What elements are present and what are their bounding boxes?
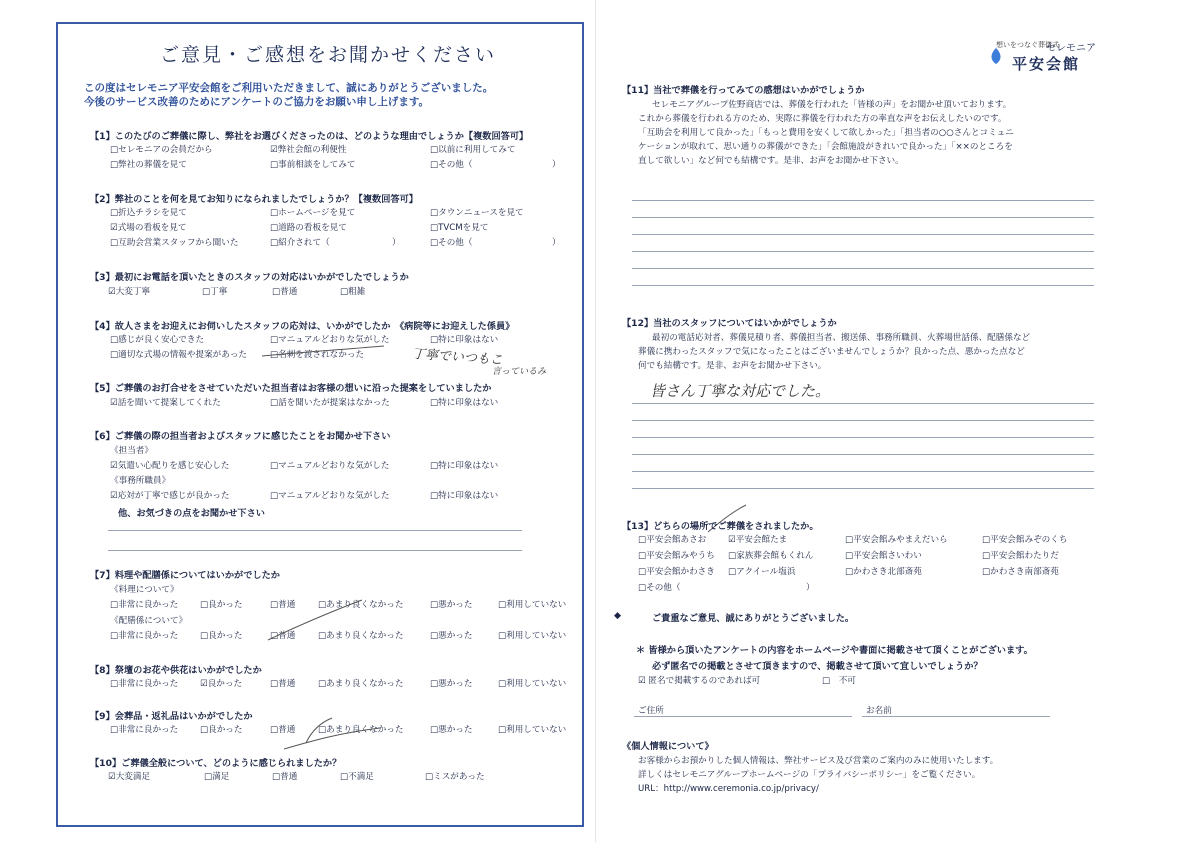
q7-staff-option[interactable]: □非常に良かった	[110, 631, 179, 641]
q7-staff-option[interactable]: □普通	[270, 631, 296, 641]
q8-option[interactable]: □悪かった	[430, 679, 473, 689]
q11-answer-line[interactable]	[632, 200, 1094, 201]
q11-text: これから葬儀を行われる方のため、実際に葬儀を行われた方の率直な声をお伝えしたいのです。	[638, 114, 1007, 124]
q6-option[interactable]: □特に印象はない	[430, 461, 499, 471]
q13-option[interactable]: ☑平安会館たま	[728, 535, 788, 545]
q2-option[interactable]: □TVCMを見て	[430, 223, 489, 233]
q7-food-option[interactable]: □非常に良かった	[110, 600, 179, 610]
q13-option-other[interactable]: □その他（	[638, 583, 681, 593]
q7-staff-option[interactable]: □悪かった	[430, 631, 473, 641]
q1-option[interactable]: □以前に利用してみて	[430, 145, 516, 155]
privacy-text: 詳しくはセレモニアグループホームページの「プライバシーポリシー」をご覧ください。	[638, 770, 981, 780]
q11-text: ケーションが取れて、思い通りの葬儀ができた」「会館施設がきれいで良かった」「××のところを	[638, 142, 1013, 152]
q9-option[interactable]: □非常に良かった	[110, 725, 179, 735]
q3-option[interactable]: ☑大変丁寧	[108, 287, 151, 297]
q11-answer-line[interactable]	[632, 268, 1094, 269]
q10-pen-stroke	[284, 728, 380, 749]
logo-brand: セレモニア	[1046, 43, 1096, 54]
q7-staff-option[interactable]: □良かった	[200, 631, 243, 641]
publish-notice-2: 必ず匿名での掲載とさせて頂きますので、掲載させて頂いて宜しいでしょうか？	[652, 661, 983, 672]
page-title: ご意見・ご感想をお聞かせください	[160, 44, 497, 66]
q2-option[interactable]: □ホームページを見て	[270, 208, 356, 218]
q13-option[interactable]: □かわさき南部斎苑	[982, 567, 1059, 577]
q1-label: 【1】このたびのご葬儀に際し、弊社をお選びくださったのは、どのような理由でしょうか【複数回答可】	[90, 131, 529, 142]
q12-answer-line[interactable]	[632, 403, 1094, 404]
q1-option[interactable]: □セレモニアの会員だから	[110, 145, 213, 155]
q6-option[interactable]: ☑応対が丁寧で感じが良かった	[110, 491, 230, 501]
q6-option[interactable]: ☑気遣い心配りを感じ安心した	[110, 461, 230, 471]
privacy-url[interactable]: URL：http://www.ceremonia.co.jp/privacy/	[638, 784, 819, 794]
q5-option[interactable]: □特に印象はない	[430, 398, 499, 408]
q4-pen-stroke	[262, 346, 384, 356]
q7-food-option[interactable]: □普通	[270, 600, 296, 610]
q6-sub-manager: 《担当者》	[110, 446, 153, 456]
q4-option[interactable]: □適切な式場の情報や提案があった	[110, 350, 247, 360]
publish-notice-1: ＊ 皆様から頂いたアンケートの内容をホームページや書面に掲載させて頂くことがございます。	[636, 645, 1033, 656]
q9-option[interactable]: □悪かった	[430, 725, 473, 735]
q2-option-other[interactable]: □その他（	[430, 238, 473, 248]
q11-label: 【11】当社で葬儀を行ってみての感想はいかがでしょうか	[622, 85, 865, 96]
logo-tagline: 想いをつなぐ葬儀式	[996, 41, 1059, 49]
q2-option-other-close: ）	[552, 238, 561, 248]
q8-option[interactable]: □非常に良かった	[110, 679, 179, 689]
q7-food-option[interactable]: □利用していない	[498, 600, 567, 610]
q12-answer-line[interactable]	[632, 471, 1094, 472]
publish-consent-no[interactable]: □ 不可	[822, 676, 856, 686]
q3-label: 【3】最初にお電話を頂いたときのスタッフの対応はいかがでしたでしょうか	[90, 272, 409, 283]
q6-sub-office: 《事務所職員》	[110, 476, 171, 486]
intro-line-1: この度はセレモニア平安会館をご利用いただきまして、誠にありがとうございました。	[84, 82, 494, 94]
q13-option[interactable]: □家族葬会館もくれん	[728, 551, 814, 561]
q8-option[interactable]: □あまり良くなかった	[318, 679, 404, 689]
q9-option[interactable]: □普通	[270, 725, 296, 735]
q1-option[interactable]: □弊社の葬儀を見て	[110, 160, 187, 170]
q8-label: 【8】祭壇のお花や供花はいかがでしたか	[90, 665, 262, 676]
q3-option[interactable]: □粗雑	[340, 287, 366, 297]
q11-answer-line[interactable]	[632, 251, 1094, 252]
publish-consent-yes[interactable]: ☑ 匿名で掲載するのであれば可	[638, 676, 761, 686]
q10-option[interactable]: □満足	[204, 772, 230, 782]
q6-option[interactable]: □マニュアルどおりな気がした	[270, 461, 390, 471]
q13-option[interactable]: □平安会館かわさき	[638, 567, 715, 577]
q8-option[interactable]: ☑良かった	[200, 679, 243, 689]
q9-option[interactable]: □あまり良くなかった	[318, 725, 404, 735]
q7-sub-food: 《料理について》	[110, 585, 179, 595]
q2-option[interactable]: □道路の看板を見て	[270, 223, 347, 233]
q4-handwritten-note-2: 言っているみ	[492, 367, 547, 377]
q1-option-other-close: ）	[552, 160, 561, 170]
q7-food-option[interactable]: □良かった	[200, 600, 243, 610]
q4-option[interactable]: □名刺を渡されなかった	[270, 350, 365, 360]
q11-answer-line[interactable]	[632, 217, 1094, 218]
q2-option[interactable]: □タウンニュースを見て	[430, 208, 524, 218]
address-label: ご住所	[638, 706, 664, 716]
q6-option[interactable]: □マニュアルどおりな気がした	[270, 491, 390, 501]
q2-option[interactable]: □互助会営業スタッフから聞いた	[110, 238, 239, 248]
q5-option[interactable]: ☑話を聞いて提案してくれた	[110, 398, 221, 408]
q9-label: 【9】会葬品・返礼品はいかがでしたか	[90, 711, 253, 722]
q6-other-prompt: 他、お気づきの点をお聞かせ下さい	[118, 508, 265, 519]
q5-option[interactable]: □話を聞いたが提案はなかった	[270, 398, 390, 408]
q1-option[interactable]: ☑弊社会館の利便性	[270, 145, 347, 155]
q8-option[interactable]: □利用していない	[498, 679, 567, 689]
q9-option[interactable]: □良かった	[200, 725, 243, 735]
q12-answer-line[interactable]	[632, 454, 1094, 455]
q12-answer-line[interactable]	[632, 488, 1094, 489]
q13-option[interactable]: □アクイール塩浜	[728, 567, 796, 577]
q11-answer-line[interactable]	[632, 285, 1094, 286]
q7-food-option[interactable]: □悪かった	[430, 600, 473, 610]
q12-answer-line[interactable]	[632, 437, 1094, 438]
q7-pen-stroke	[268, 600, 362, 640]
intro-line-2: 今後のサービス改善のためにアンケートのご協力をお願い申し上げます。	[84, 96, 430, 108]
q2-option-referral-close: ）	[392, 238, 401, 248]
q7-staff-option[interactable]: □あまり良くなかった	[318, 631, 404, 641]
q13-option[interactable]: □平安会館みぞのくち	[982, 535, 1068, 545]
q4-option[interactable]: □マニュアルどおりな気がした	[270, 335, 390, 345]
q12-answer-line[interactable]	[632, 420, 1094, 421]
q7-label: 【7】料理や配膳係についてはいかがでしたか	[90, 570, 280, 581]
q4-option[interactable]: □感じが良く安心できた	[110, 335, 205, 345]
q7-food-option[interactable]: □あまり良くなかった	[318, 600, 404, 610]
q7-sub-staff: 《配膳係について》	[110, 616, 188, 626]
name-label: お名前	[866, 706, 892, 716]
q10-option[interactable]: □普通	[272, 772, 298, 782]
q13-option[interactable]: □平安会館みやうち	[638, 551, 715, 561]
q13-label: 【13】どちらの場所でご葬儀をされましたか。	[622, 521, 819, 532]
q6-label: 【6】ご葬儀の際の担当者およびスタッフに感じたことをお聞かせ下さい	[90, 431, 391, 442]
q11-text: 直して欲しい」など何でも結構です。是非、お声をお聞かせ下さい。	[638, 156, 904, 166]
q13-option-other-close: ）	[806, 583, 815, 593]
q12-handwritten-answer: 皆さん丁寧な対応でした。	[650, 382, 831, 400]
q6-option[interactable]: □特に印象はない	[430, 491, 499, 501]
q4-option[interactable]: □特に印象はない	[430, 335, 499, 345]
q2-option[interactable]: ☑式場の看板を見て	[110, 223, 187, 233]
q12-text: 何でも結構です。是非、お声をお聞かせ下さい。	[638, 361, 827, 371]
q4-handwritten-note: 丁寧でいつもこ	[411, 346, 504, 369]
privacy-title: 《個人情報について》	[622, 741, 714, 752]
q2-label: 【2】弊社のことを何を見てお知りになられましたでしょうか？【複数回答可】	[90, 194, 418, 205]
q1-option[interactable]: □事前相談をしてみて	[270, 160, 356, 170]
q2-option[interactable]: □折込チラシを見て	[110, 208, 187, 218]
q5-label: 【5】ご葬儀のお打合せをさせていただいた担当者はお客様の想いに沿った提案をしていましたか	[90, 383, 492, 394]
q9-option[interactable]: □利用していない	[498, 725, 567, 735]
q13-option[interactable]: □平安会館あさお	[638, 535, 707, 545]
q12-text: 最初の電話応対者、葬儀見積り者、葬儀担当者、搬送係、事務所職員、火葬場世話係、配膳係など	[652, 333, 1031, 343]
privacy-text: お客様からお預かりした個人情報は、弊社サービス及び営業のご案内のみに使用いたします。	[638, 756, 999, 766]
diamond-icon: ◆	[614, 610, 622, 621]
q12-label: 【12】当社のスタッフについてはいかがでしょうか	[622, 318, 837, 329]
q10-label: 【10】ご葬儀全般について、どのように感じられましたか？	[90, 758, 342, 769]
q11-answer-line[interactable]	[632, 234, 1094, 235]
q11-text: セレモニアグループ佐野商店では、葬儀を行われた「皆様の声」をお聞かせ頂いております。	[652, 100, 1012, 110]
q11-text: 「互助会を利用して良かった」「もっと費用を安くして欲しかった」「担当者の○○さんとコミュニ	[638, 128, 1014, 138]
q12-text: 葬儀に携わったスタッフで気になったことはございませんでしょうか？良かった点、悪かった点など	[638, 347, 1025, 357]
address-field[interactable]	[634, 716, 852, 717]
q1-option-other[interactable]: □その他（	[430, 160, 473, 170]
q10-option[interactable]: ☑大変満足	[108, 772, 151, 782]
q3-option[interactable]: □普通	[272, 287, 298, 297]
name-field[interactable]	[862, 716, 1050, 717]
q13-option[interactable]: □平安会館みやまえだいら	[845, 535, 948, 545]
q8-option[interactable]: □普通	[270, 679, 296, 689]
q10-option[interactable]: □ミスがあった	[425, 772, 485, 782]
q4-label: 【4】故人さまをお迎えにお伺いしたスタッフの応対は、いかがでしたか 《病院等にお迎えした係員》	[90, 321, 515, 332]
q3-option[interactable]: □丁寧	[202, 287, 228, 297]
q13-option[interactable]: □平安会館わたりだ	[982, 551, 1059, 561]
q13-option[interactable]: □平安会館さいわい	[845, 551, 922, 561]
logo-name: 平安会館	[1012, 55, 1081, 73]
q2-option-referral[interactable]: □紹介されて（	[270, 238, 330, 248]
q10-option[interactable]: □不満足	[340, 772, 374, 782]
q7-staff-option[interactable]: □利用していない	[498, 631, 567, 641]
q13-option[interactable]: □かわさき北部斎苑	[845, 567, 922, 577]
thanks-message: ご貴重なご意見、誠にありがとうございました。	[652, 613, 855, 624]
